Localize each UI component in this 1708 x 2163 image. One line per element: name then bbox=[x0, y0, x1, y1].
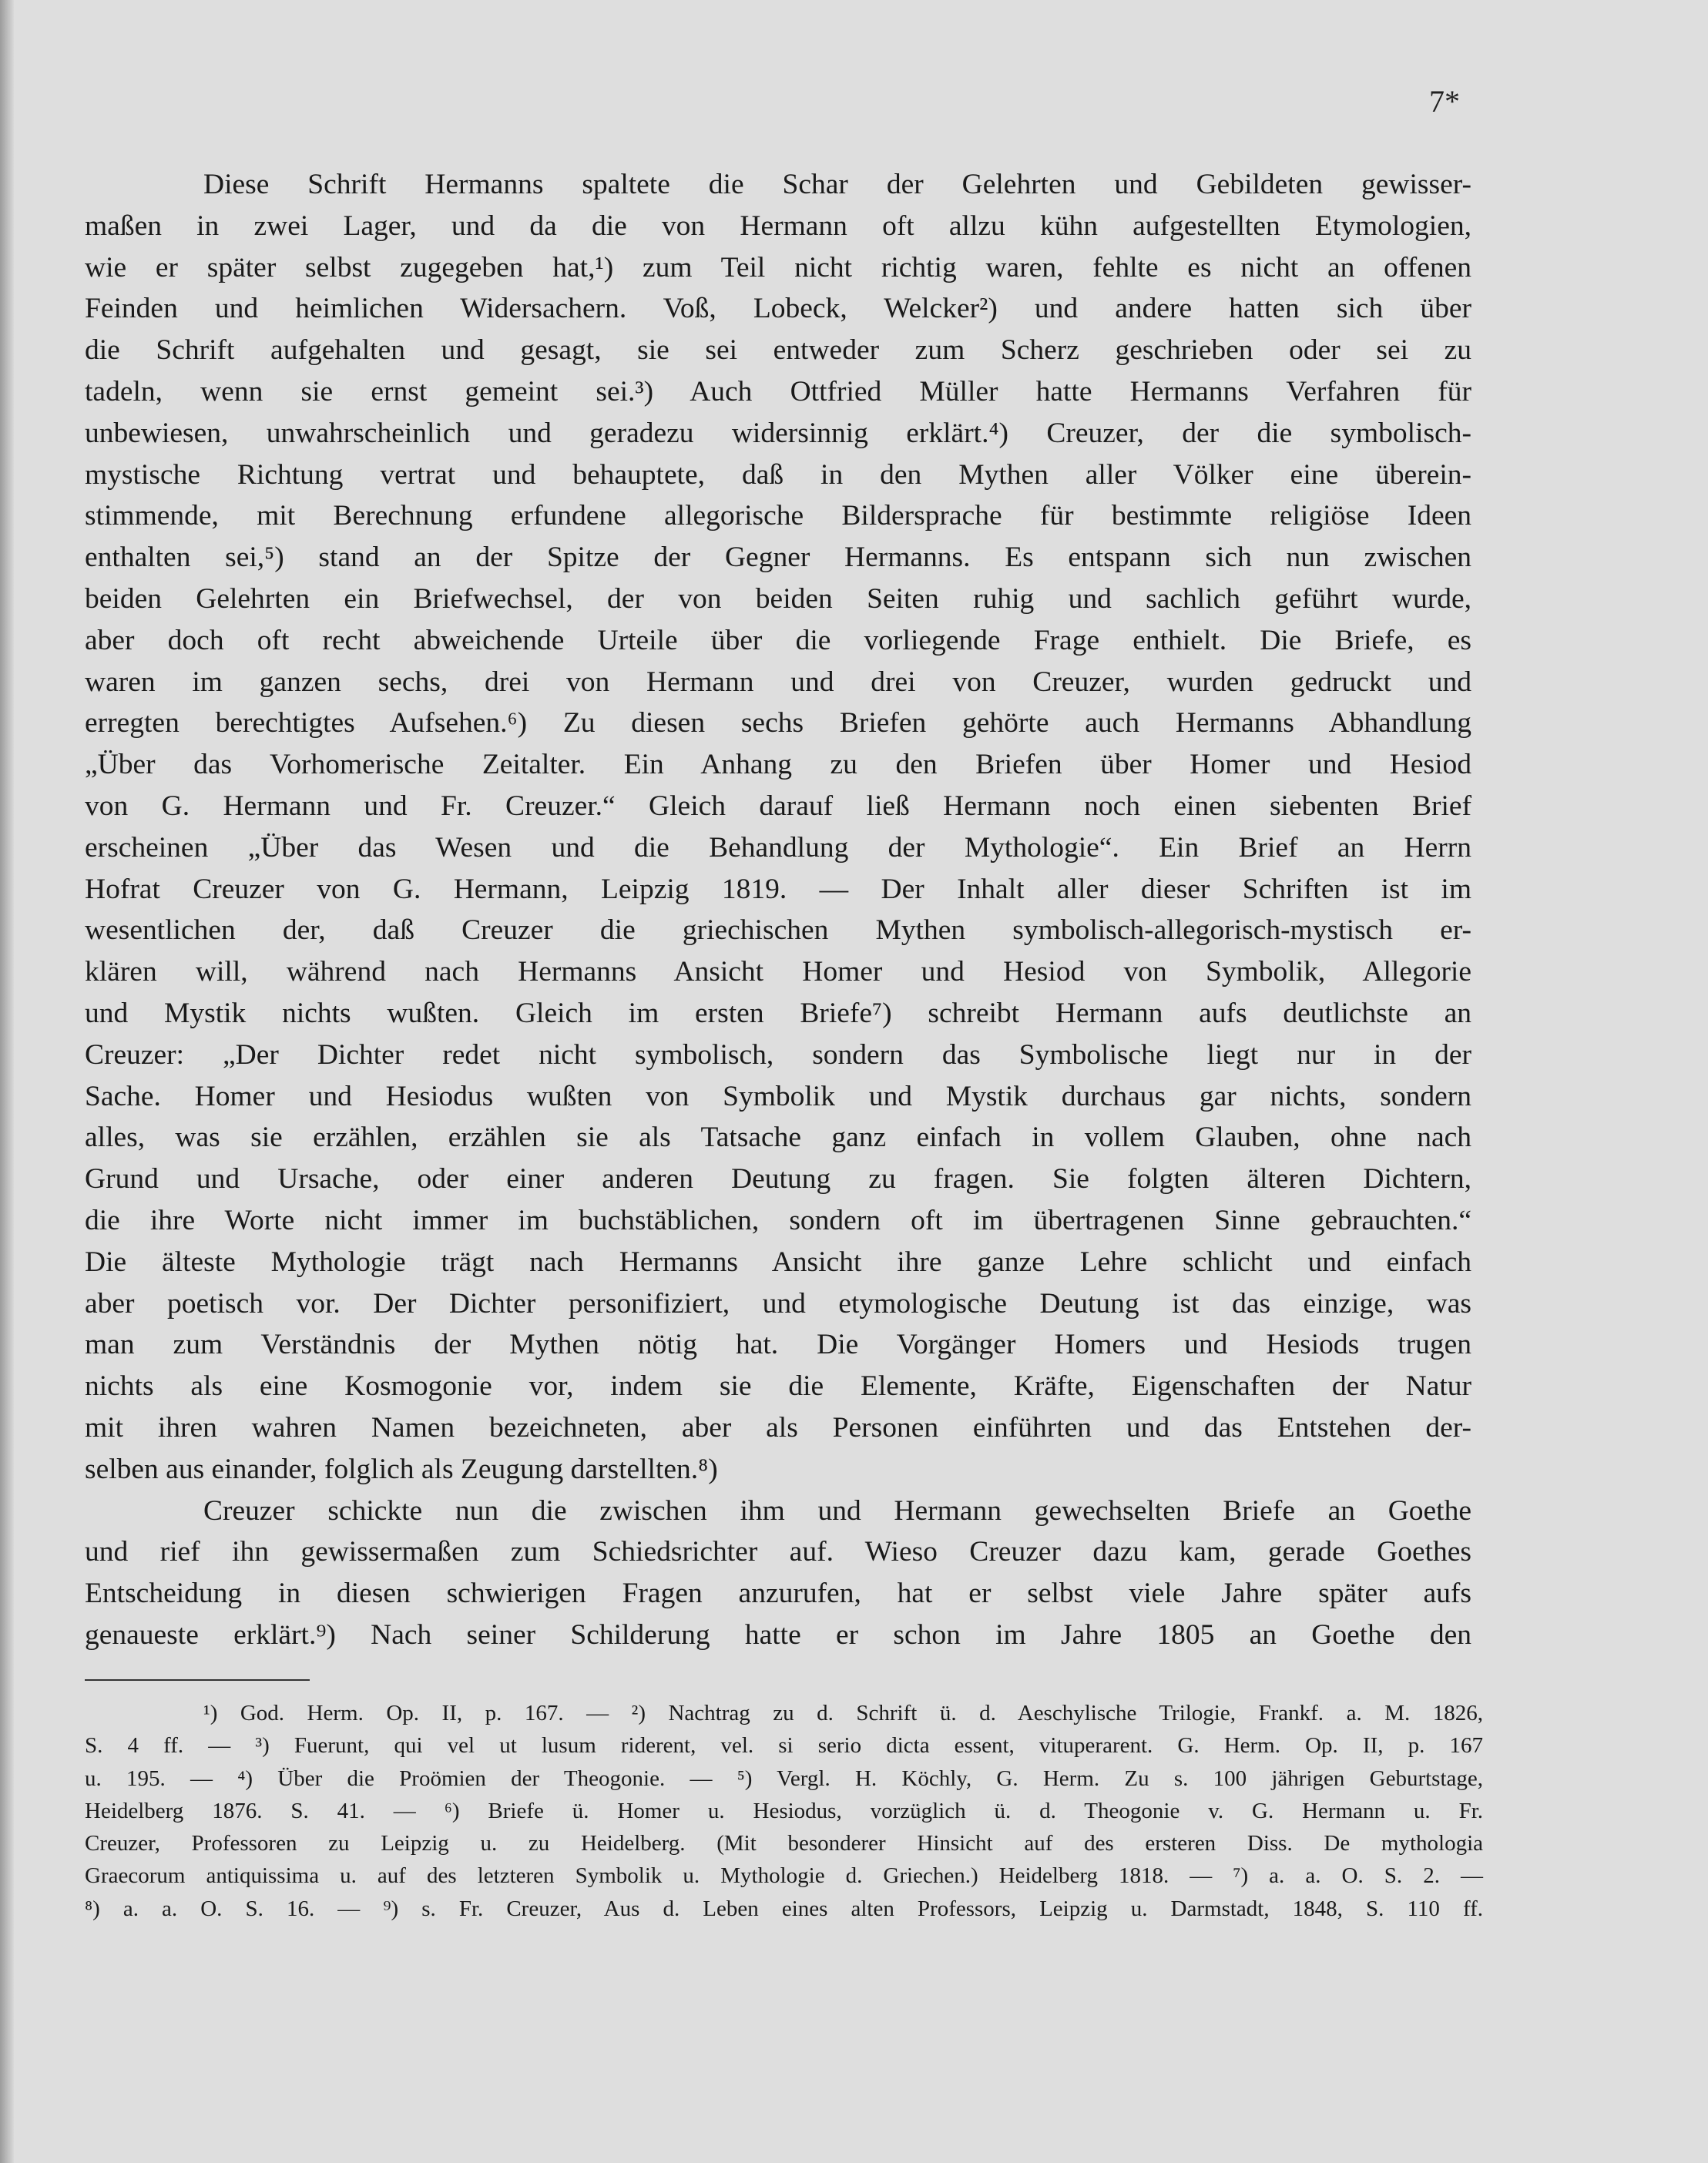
text-line: und rief ihn gewissermaßen zum Schiedsrichter auf. Wieso Creuzer dazu kam, gerade Goethes bbox=[85, 1536, 1471, 1568]
text-line: wie er später selbst zugegeben hat,¹) zum Teil nicht richtig waren, fehlte es nicht an offenen bbox=[85, 251, 1471, 283]
text-line: Hofrat Creuzer von G. Hermann, Leipzig 1819. — Der Inhalt aller dieser Schriften ist im bbox=[85, 873, 1471, 905]
text-line: erscheinen „Über das Wesen und die Behandlung der Mythologie“. Ein Brief an Herrn bbox=[85, 831, 1471, 864]
text-line: von G. Hermann und Fr. Creuzer.“ Gleich darauf ließ Hermann noch einen siebenten Brief bbox=[85, 790, 1471, 822]
footnote-separator bbox=[85, 1679, 310, 1681]
text-line: genaueste erklärt.⁹) Nach seiner Schilderung hatte er schon im Jahre 1805 an Goethe den bbox=[85, 1618, 1471, 1651]
text-line: Feinden und heimlichen Widersachern. Voß, Lobeck, Welcker²) und andere hatten sich über bbox=[85, 293, 1471, 325]
text-line: aber doch oft recht abweichende Urteile über die vorliegende Frage enthielt. Die Briefe, es bbox=[85, 624, 1471, 656]
text-line: alles, was sie erzählen, erzählen sie als Tatsache ganz einfach in vollem Glauben, ohne nach bbox=[85, 1122, 1471, 1154]
text-line: man zum Verständnis der Mythen nötig hat. Die Vorgänger Homers und Hesiods trugen bbox=[85, 1329, 1471, 1361]
text-line: beiden Gelehrten ein Briefwechsel, der von beiden Seiten ruhig und sachlich geführt wurde, bbox=[85, 582, 1471, 615]
text-line: klären will, während nach Hermanns Ansicht Homer und Hesiod von Symbolik, Allegorie bbox=[85, 956, 1471, 988]
text-line: erregten berechtigtes Aufsehen.⁶) Zu diesen sechs Briefen gehörte auch Hermanns Abhandlung bbox=[85, 707, 1471, 739]
text-line: wesentlichen der, daß Creuzer die griechischen Mythen symbolisch-allegorisch-mystisch er- bbox=[85, 914, 1471, 947]
text-line: nichts als eine Kosmogonie vor, indem sie die Elemente, Kräfte, Eigenschaften der Natur bbox=[85, 1370, 1471, 1403]
text-line: Grund und Ursache, oder einer anderen Deutung zu fragen. Sie folgten älteren Dichtern, bbox=[85, 1163, 1471, 1196]
text-line: stimmende, mit Berechnung erfundene allegorische Bildersprache für bestimmte religiöse Ideen bbox=[85, 500, 1471, 532]
footnote-line: Heidelberg 1876. S. 41. — ⁶) Briefe ü. Homer u. Hesiodus, vorzüglich ü. d. Theogonie v. G. Hermann u. Fr. bbox=[85, 1798, 1483, 1823]
text-line: mit ihren wahren Namen bezeichneten, aber als Personen einführten und das Entstehen der- bbox=[85, 1411, 1471, 1444]
text-line: Sache. Homer und Hesiodus wußten von Symbolik und Mystik durchaus gar nichts, sondern bbox=[85, 1080, 1471, 1112]
page-edge-shadow bbox=[0, 0, 14, 2163]
text-line: „Über das Vorhomerische Zeitalter. Ein Anhang zu den Briefen über Homer und Hesiod bbox=[85, 749, 1471, 781]
text-line: enthalten sei,⁵) stand an der Spitze der Gegner Hermanns. Es entspann sich nun zwischen bbox=[85, 542, 1471, 574]
text-line: aber poetisch vor. Der Dichter personifiziert, und etymologische Deutung ist das einzige, was bbox=[85, 1287, 1471, 1320]
text-line: und Mystik nichts wußten. Gleich im ersten Briefe⁷) schreibt Hermann aufs deutlichste an bbox=[85, 997, 1471, 1029]
text-line: Die älteste Mythologie trägt nach Hermanns Ansicht ihre ganze Lehre schlicht und einfach bbox=[85, 1246, 1471, 1278]
text-line: Entscheidung in diesen schwierigen Fragen anzurufen, hat er selbst viele Jahre später aufs bbox=[85, 1578, 1471, 1610]
page-number: 7* bbox=[1429, 84, 1460, 119]
text-line: Diese Schrift Hermanns spaltete die Schar der Gelehrten und Gebildeten gewisser- bbox=[203, 169, 1471, 200]
footnote-line: Creuzer, Professoren zu Leipzig u. zu Heidelberg. (Mit besonderer Hinsicht auf des ersteren Diss. De mythologia bbox=[85, 1831, 1483, 1856]
footnote-line: u. 195. — ⁴) Über die Proömien der Theogonie. — ⁵) Vergl. H. Köchly, G. Herm. Zu s. 100 jährigen Geburtstage, bbox=[85, 1766, 1483, 1791]
footnote-line: Graecorum antiquissima u. auf des letzteren Symbolik u. Mythologie d. Griechen.) Heidelberg 1818. — ⁷) a. a. O. S. 2. — bbox=[85, 1863, 1483, 1889]
body-text bbox=[85, 164, 1471, 1656]
text-line: tadeln, wenn sie ernst gemeint sei.³) Auch Ottfried Müller hatte Hermanns Verfahren für bbox=[85, 375, 1471, 407]
footnote-line: S. 4 ff. — ³) Fuerunt, qui vel ut lusum riderent, vel. si serio dicta essent, vituperarent. G. Herm. Op. II, p. 167 bbox=[85, 1733, 1483, 1759]
text-line: die ihre Worte nicht immer im buchstäblichen, sondern oft im übertragenen Sinne gebrauchten.“ bbox=[85, 1204, 1471, 1236]
text-line: selben aus einander, folglich als Zeugung darstellten.⁸) bbox=[85, 1453, 718, 1485]
text-line: die Schrift aufgehalten und gesagt, sie sei entweder zum Scherz geschrieben oder sei zu bbox=[85, 334, 1471, 367]
text-line: unbewiesen, unwahrscheinlich und geradezu widersinnig erklärt.⁴) Creuzer, der die symbolisch- bbox=[85, 417, 1471, 449]
text-line: Creuzer schickte nun die zwischen ihm und Hermann gewechselten Briefe an Goethe bbox=[203, 1494, 1471, 1527]
text-line: waren im ganzen sechs, drei von Hermann und drei von Creuzer, wurden gedruckt und bbox=[85, 666, 1471, 698]
footnotes bbox=[85, 1697, 1483, 1925]
footnote-line: ¹) God. Herm. Op. II, p. 167. — ²) Nachtrag zu d. Schrift ü. d. Aeschylische Trilogie, Frankf. a. M. 1826, bbox=[203, 1701, 1483, 1725]
footnote-line: ⁸) a. a. O. S. 16. — ⁹) s. Fr. Creuzer, Aus d. Leben eines alten Professors, Leipzig u. Darmstadt, 1848, S. 110 ff. bbox=[85, 1896, 1483, 1921]
text-line: maßen in zwei Lager, und da die von Hermann oft allzu kühn aufgestellten Etymologien, bbox=[85, 210, 1471, 242]
text-line: Creuzer: „Der Dichter redet nicht symbolisch, sondern das Symbolische liegt nur in der bbox=[85, 1038, 1471, 1071]
text-line: mystische Richtung vertrat und behauptete, daß in den Mythen aller Völker eine überein- bbox=[85, 458, 1471, 491]
